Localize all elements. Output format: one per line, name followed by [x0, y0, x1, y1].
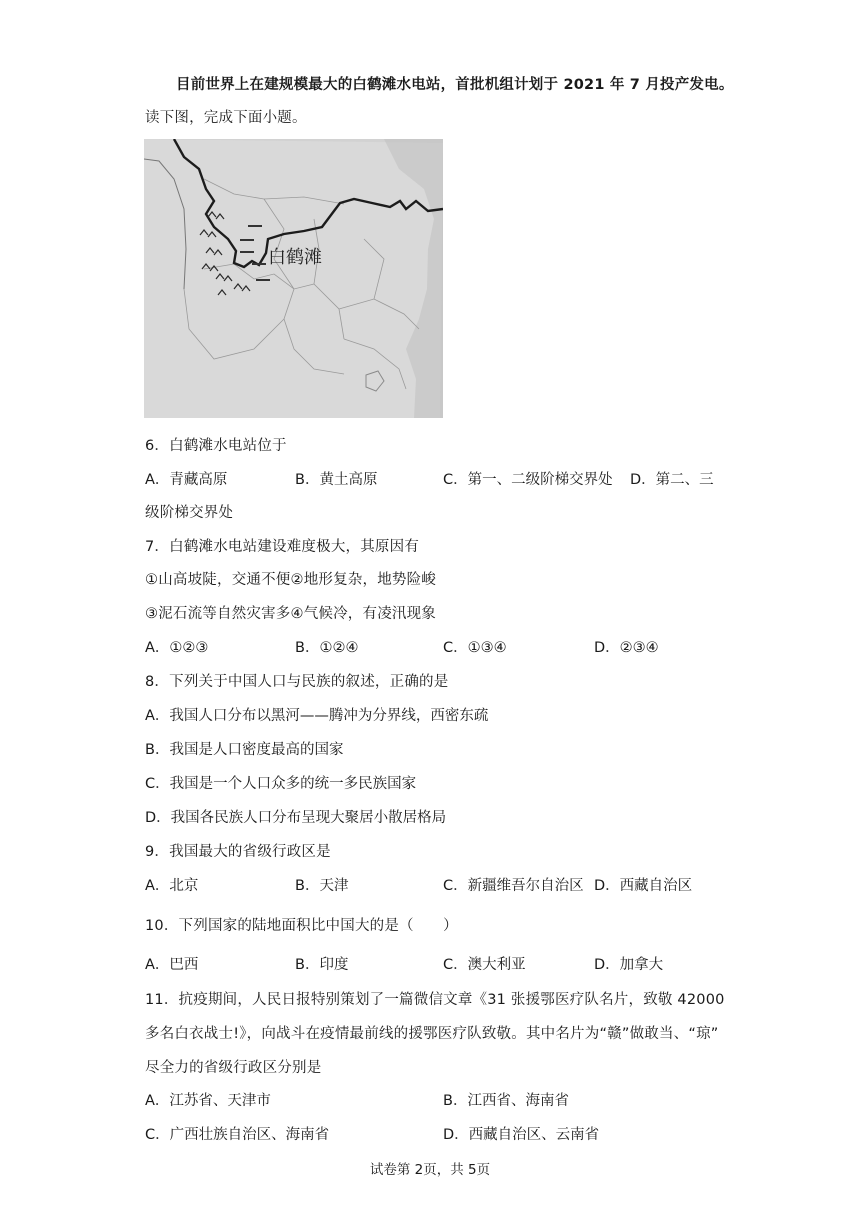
map-image — [144, 139, 443, 418]
q10-option-d[interactable]: D．加拿大 — [594, 957, 664, 973]
q7-option-c[interactable]: C．①③④ — [443, 640, 507, 656]
q9-option-a[interactable]: A．北京 — [145, 878, 199, 894]
intro-line-2: 读下图，完成下面小题。 — [145, 110, 307, 126]
q6-option-d[interactable]: D．第二、三 — [630, 472, 714, 488]
q6-option-d-wrap: 级阶梯交界处 — [145, 505, 234, 521]
map-label: 白鹤滩 — [268, 247, 322, 268]
q11-stem-line-2: 多名白衣战士!》，向战斗在疫情最前线的援鄂医疗队致敬。其中名片为“赣”做敢当、“琼” — [145, 1026, 719, 1042]
q6-option-c[interactable]: C．第一、二级阶梯交界处 — [443, 472, 613, 488]
q7-option-d[interactable]: D．②③④ — [594, 640, 659, 656]
q8-option-a[interactable]: A．我国人口分布以黑河——腾冲为分界线，西密东疏 — [145, 708, 489, 724]
q7-stem: 7．白鹤滩水电站建设难度极大，其原因有 — [145, 539, 420, 555]
q8-stem: 8．下列关于中国人口与民族的叙述，正确的是 — [145, 674, 449, 690]
q10-option-c[interactable]: C．澳大利亚 — [443, 957, 526, 973]
q11-option-a[interactable]: A．江苏省、天津市 — [145, 1093, 271, 1109]
q6-stem: 6．白鹤滩水电站位于 — [145, 438, 287, 454]
q10-stem: 10．下列国家的陆地面积比中国大的是（ ） — [145, 918, 458, 934]
intro-line-1: 目前世界上在建规模最大的白鹤滩水电站，首批机组计划于 2021 年 7 月投产发电。 — [176, 77, 734, 93]
q7-statement-2: ③泥石流等自然灾害多④气候冷，有凌汛现象 — [145, 606, 436, 622]
q9-option-b[interactable]: B．天津 — [295, 878, 349, 894]
q9-option-d[interactable]: D．西藏自治区 — [594, 878, 693, 894]
q7-option-b[interactable]: B．①②④ — [295, 640, 359, 656]
q11-stem-line-1: 11．抗疫期间，人民日报特别策划了一篇微信文章《31 张援鄂医疗队名片，致敬 42000 — [145, 992, 725, 1008]
q6-option-a[interactable]: A．青藏高原 — [145, 472, 228, 488]
q11-option-c[interactable]: C．广西壮族自治区、海南省 — [145, 1127, 330, 1143]
q9-option-c[interactable]: C．新疆维吾尔自治区 — [443, 878, 584, 894]
q10-option-a[interactable]: A．巴西 — [145, 957, 199, 973]
q7-statement-1: ①山高坡陡，交通不便②地形复杂，地势险峻 — [145, 572, 436, 588]
q8-option-d[interactable]: D．我国各民族人口分布呈现大聚居小散居格局 — [145, 810, 447, 826]
map-figure — [144, 139, 443, 418]
q11-option-d[interactable]: D．西藏自治区、云南省 — [443, 1127, 600, 1143]
q10-option-b[interactable]: B．印度 — [295, 957, 349, 973]
q8-option-b[interactable]: B．我国是人口密度最高的国家 — [145, 742, 344, 758]
q8-option-c[interactable]: C．我国是一个人口众多的统一多民族国家 — [145, 776, 417, 792]
page-footer: 试卷第 2页，共 5页 — [369, 1162, 491, 1178]
q11-option-b[interactable]: B．江西省、海南省 — [443, 1093, 569, 1109]
q6-option-b[interactable]: B．黄土高原 — [295, 472, 378, 488]
q11-stem-line-3: 尽全力的省级行政区分别是 — [145, 1060, 322, 1076]
q9-stem: 9．我国最大的省级行政区是 — [145, 844, 331, 860]
q7-option-a[interactable]: A．①②③ — [145, 640, 209, 656]
